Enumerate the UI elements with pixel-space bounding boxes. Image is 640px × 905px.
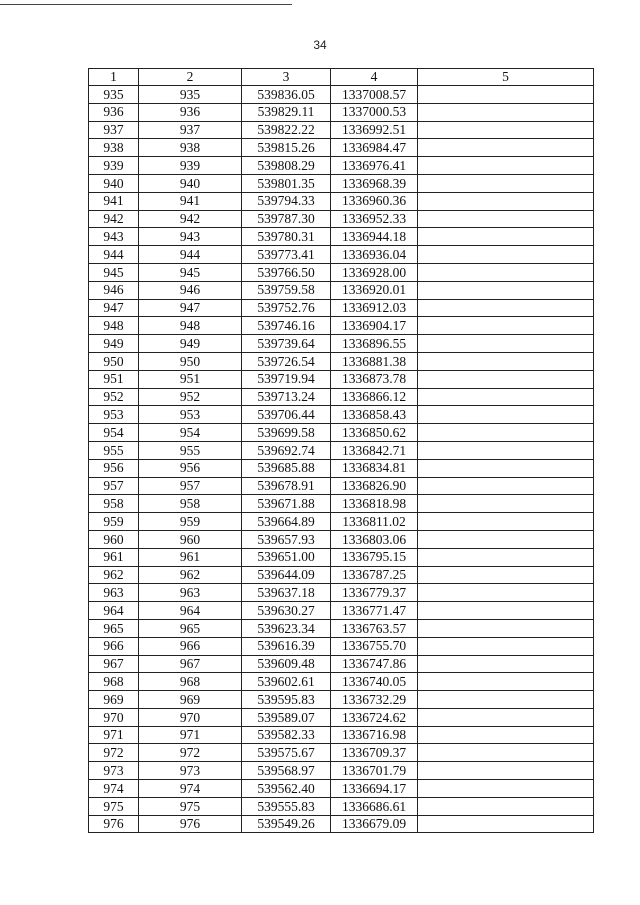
table-cell: 962 [89, 566, 139, 584]
table-cell: 539664.89 [242, 513, 331, 531]
table-cell: 948 [139, 317, 242, 335]
table-cell: 948 [89, 317, 139, 335]
table-cell: 539589.07 [242, 708, 331, 726]
table-cell: 1336779.37 [331, 584, 418, 602]
table-cell: 949 [89, 335, 139, 353]
table-cell: 1336850.62 [331, 424, 418, 442]
table-cell: 1336968.39 [331, 174, 418, 192]
table-cell: 944 [89, 246, 139, 264]
table-cell: 974 [89, 780, 139, 798]
table-cell: 1337000.53 [331, 103, 418, 121]
table-cell: 1336952.33 [331, 210, 418, 228]
table-cell [418, 566, 594, 584]
table-row [89, 548, 594, 566]
table-cell [418, 477, 594, 495]
column-header: 2 [139, 69, 242, 86]
column-header: 4 [331, 69, 418, 86]
table-row [89, 459, 594, 477]
table-cell: 968 [89, 673, 139, 691]
table-cell: 971 [139, 726, 242, 744]
table-cell: 955 [89, 441, 139, 459]
table-cell: 973 [89, 762, 139, 780]
table-cell: 1336896.55 [331, 335, 418, 353]
table-cell: 964 [89, 602, 139, 620]
table-cell [418, 388, 594, 406]
table-cell: 953 [139, 406, 242, 424]
table-body [89, 86, 594, 833]
table-row [89, 762, 594, 780]
table-cell: 953 [89, 406, 139, 424]
table-cell: 936 [89, 103, 139, 121]
table-cell [418, 797, 594, 815]
table-cell: 1336992.51 [331, 121, 418, 139]
table-cell [418, 441, 594, 459]
table-cell [418, 335, 594, 353]
table-cell [418, 246, 594, 264]
table-cell: 966 [89, 637, 139, 655]
table-cell: 539549.26 [242, 815, 331, 833]
table-cell: 1336944.18 [331, 228, 418, 246]
table-cell: 940 [139, 174, 242, 192]
table-cell: 1336709.37 [331, 744, 418, 762]
table-cell: 961 [89, 548, 139, 566]
table-cell: 1336842.71 [331, 441, 418, 459]
column-header: 3 [242, 69, 331, 86]
table-cell: 963 [139, 584, 242, 602]
table-row [89, 299, 594, 317]
table-cell: 975 [139, 797, 242, 815]
table-cell: 539582.33 [242, 726, 331, 744]
table-cell: 963 [89, 584, 139, 602]
table-cell: 1336686.61 [331, 797, 418, 815]
table-cell: 966 [139, 637, 242, 655]
coordinates-table [88, 68, 594, 833]
table-row [89, 655, 594, 673]
table-cell: 1336740.05 [331, 673, 418, 691]
table-cell: 952 [89, 388, 139, 406]
table-row [89, 637, 594, 655]
table-cell: 950 [139, 352, 242, 370]
table-cell: 1336912.03 [331, 299, 418, 317]
table-cell: 539699.58 [242, 424, 331, 442]
top-rule [0, 4, 292, 5]
table-row [89, 174, 594, 192]
table-cell: 539836.05 [242, 86, 331, 104]
table-row [89, 744, 594, 762]
table-cell: 961 [139, 548, 242, 566]
table-cell: 951 [139, 370, 242, 388]
table-cell: 941 [89, 192, 139, 210]
table-cell: 539575.67 [242, 744, 331, 762]
table-cell: 539801.35 [242, 174, 331, 192]
table-cell: 1336732.29 [331, 691, 418, 709]
table-cell: 951 [89, 370, 139, 388]
table-cell: 970 [89, 708, 139, 726]
table-row [89, 246, 594, 264]
table-cell [418, 619, 594, 637]
table-cell: 1336881.38 [331, 352, 418, 370]
table-cell: 938 [89, 139, 139, 157]
table-cell: 539719.94 [242, 370, 331, 388]
table-cell: 969 [89, 691, 139, 709]
table-cell [418, 157, 594, 175]
table-cell: 1336960.36 [331, 192, 418, 210]
table-cell [418, 780, 594, 798]
table-cell: 539637.18 [242, 584, 331, 602]
table-cell: 539780.31 [242, 228, 331, 246]
table-cell: 1336936.04 [331, 246, 418, 264]
table-cell: 973 [139, 762, 242, 780]
table-row [89, 691, 594, 709]
table-cell: 1336763.57 [331, 619, 418, 637]
table-cell: 960 [139, 530, 242, 548]
table-row [89, 103, 594, 121]
table-cell: 1336984.47 [331, 139, 418, 157]
table-cell [418, 602, 594, 620]
table-cell: 1336716.98 [331, 726, 418, 744]
table-cell: 1336976.41 [331, 157, 418, 175]
table-row [89, 352, 594, 370]
table-cell: 1336795.15 [331, 548, 418, 566]
table-cell [418, 726, 594, 744]
table-cell: 539685.88 [242, 459, 331, 477]
table-cell [418, 263, 594, 281]
table-cell: 539644.09 [242, 566, 331, 584]
table-cell: 539822.22 [242, 121, 331, 139]
table-cell: 967 [89, 655, 139, 673]
table-cell [418, 673, 594, 691]
table-cell: 539651.00 [242, 548, 331, 566]
table-cell: 965 [139, 619, 242, 637]
table-cell [418, 103, 594, 121]
table-cell: 539746.16 [242, 317, 331, 335]
table-row [89, 86, 594, 104]
table-cell [418, 228, 594, 246]
table-row [89, 121, 594, 139]
table-cell: 949 [139, 335, 242, 353]
table-cell: 970 [139, 708, 242, 726]
table-cell: 539562.40 [242, 780, 331, 798]
table-row [89, 780, 594, 798]
table-row [89, 139, 594, 157]
table-cell: 942 [89, 210, 139, 228]
table-row [89, 673, 594, 691]
table-cell [418, 584, 594, 602]
table-row [89, 388, 594, 406]
table-cell: 962 [139, 566, 242, 584]
table-cell: 964 [139, 602, 242, 620]
table-cell: 972 [139, 744, 242, 762]
table-cell: 1336771.47 [331, 602, 418, 620]
table-cell: 539752.76 [242, 299, 331, 317]
table-cell: 539726.54 [242, 352, 331, 370]
table-cell [418, 370, 594, 388]
table-cell: 957 [139, 477, 242, 495]
table-cell: 935 [139, 86, 242, 104]
table-cell: 956 [89, 459, 139, 477]
table-cell: 539692.74 [242, 441, 331, 459]
table-cell: 965 [89, 619, 139, 637]
table-cell: 939 [89, 157, 139, 175]
table-cell: 958 [139, 495, 242, 513]
table-cell: 1336679.09 [331, 815, 418, 833]
table-cell: 960 [89, 530, 139, 548]
table-cell: 968 [139, 673, 242, 691]
table-cell: 946 [139, 281, 242, 299]
table-cell: 539759.58 [242, 281, 331, 299]
table-cell: 974 [139, 780, 242, 798]
table-cell: 1336904.17 [331, 317, 418, 335]
table-cell: 967 [139, 655, 242, 673]
table-cell: 954 [89, 424, 139, 442]
table-row [89, 619, 594, 637]
table-cell: 936 [139, 103, 242, 121]
table-row [89, 566, 594, 584]
table-row [89, 797, 594, 815]
table-cell: 539794.33 [242, 192, 331, 210]
table-cell: 943 [139, 228, 242, 246]
table-cell: 937 [139, 121, 242, 139]
table-cell: 539808.29 [242, 157, 331, 175]
table-cell [418, 495, 594, 513]
table-cell [418, 317, 594, 335]
table-cell: 944 [139, 246, 242, 264]
table-cell [418, 281, 594, 299]
table-cell: 539766.50 [242, 263, 331, 281]
column-header: 1 [89, 69, 139, 86]
table-cell: 1336811.02 [331, 513, 418, 531]
table-row [89, 424, 594, 442]
table-cell [418, 459, 594, 477]
table-row [89, 406, 594, 424]
table-cell [418, 174, 594, 192]
table-cell: 539815.26 [242, 139, 331, 157]
table-cell: 539623.34 [242, 619, 331, 637]
table-cell: 1336787.25 [331, 566, 418, 584]
table-cell: 539713.24 [242, 388, 331, 406]
table-cell [418, 530, 594, 548]
table-row [89, 210, 594, 228]
table-cell: 976 [89, 815, 139, 833]
table-cell: 938 [139, 139, 242, 157]
table-cell: 959 [89, 513, 139, 531]
table-cell [418, 655, 594, 673]
table-cell: 945 [139, 263, 242, 281]
table-cell: 935 [89, 86, 139, 104]
table-cell: 954 [139, 424, 242, 442]
table-cell [418, 762, 594, 780]
table-cell: 942 [139, 210, 242, 228]
table-cell: 1336755.70 [331, 637, 418, 655]
table-cell: 957 [89, 477, 139, 495]
table-cell: 539630.27 [242, 602, 331, 620]
table-cell: 539555.83 [242, 797, 331, 815]
table-row [89, 441, 594, 459]
table-cell: 539773.41 [242, 246, 331, 264]
table-cell: 976 [139, 815, 242, 833]
table-cell: 945 [89, 263, 139, 281]
table-cell: 1336701.79 [331, 762, 418, 780]
table-cell: 975 [89, 797, 139, 815]
table-row [89, 281, 594, 299]
table-cell: 947 [139, 299, 242, 317]
table-row [89, 584, 594, 602]
table-cell [418, 299, 594, 317]
table-cell [418, 548, 594, 566]
table-cell: 1336803.06 [331, 530, 418, 548]
table-cell [418, 744, 594, 762]
table-cell: 955 [139, 441, 242, 459]
table-cell [418, 637, 594, 655]
table-row [89, 192, 594, 210]
table-cell [418, 406, 594, 424]
table-cell: 940 [89, 174, 139, 192]
table-cell: 1336858.43 [331, 406, 418, 424]
table-row [89, 513, 594, 531]
table-row [89, 477, 594, 495]
table-cell [418, 139, 594, 157]
table-row [89, 263, 594, 281]
table-cell: 1336826.90 [331, 477, 418, 495]
table-row [89, 726, 594, 744]
table-row [89, 228, 594, 246]
table-cell: 969 [139, 691, 242, 709]
table-cell: 1336834.81 [331, 459, 418, 477]
table-cell: 1336920.01 [331, 281, 418, 299]
table-cell [418, 513, 594, 531]
table-cell: 1336866.12 [331, 388, 418, 406]
table-cell: 539787.30 [242, 210, 331, 228]
table-cell [418, 192, 594, 210]
table-cell [418, 352, 594, 370]
table-cell [418, 210, 594, 228]
table-cell: 1336694.17 [331, 780, 418, 798]
table-cell: 539568.97 [242, 762, 331, 780]
table-cell [418, 815, 594, 833]
table-row [89, 530, 594, 548]
table-row [89, 602, 594, 620]
table-cell: 539671.88 [242, 495, 331, 513]
table-cell: 946 [89, 281, 139, 299]
table-cell: 539829.11 [242, 103, 331, 121]
table-cell: 539602.61 [242, 673, 331, 691]
table-cell [418, 708, 594, 726]
table-cell: 947 [89, 299, 139, 317]
table-cell: 943 [89, 228, 139, 246]
table-cell [418, 424, 594, 442]
table-cell: 539616.39 [242, 637, 331, 655]
table-row [89, 317, 594, 335]
table-cell [418, 86, 594, 104]
table-cell: 1336818.98 [331, 495, 418, 513]
table-cell: 1336928.00 [331, 263, 418, 281]
table-cell: 937 [89, 121, 139, 139]
table-cell: 539609.48 [242, 655, 331, 673]
table-cell: 539678.91 [242, 477, 331, 495]
table-cell: 539739.64 [242, 335, 331, 353]
table-cell: 972 [89, 744, 139, 762]
table-cell: 939 [139, 157, 242, 175]
table-cell: 1336747.86 [331, 655, 418, 673]
table-row [89, 157, 594, 175]
table-cell: 950 [89, 352, 139, 370]
table-cell: 1336724.62 [331, 708, 418, 726]
table-cell: 971 [89, 726, 139, 744]
table-cell: 941 [139, 192, 242, 210]
table-row [89, 708, 594, 726]
table-cell [418, 691, 594, 709]
table-row [89, 370, 594, 388]
table-cell: 1336873.78 [331, 370, 418, 388]
table-header [89, 69, 594, 86]
page-number: 34 [313, 38, 327, 52]
table-row [89, 815, 594, 833]
table-cell: 539657.93 [242, 530, 331, 548]
table-cell: 959 [139, 513, 242, 531]
column-header: 5 [418, 69, 594, 86]
table-cell: 539706.44 [242, 406, 331, 424]
table-cell: 956 [139, 459, 242, 477]
table-row [89, 495, 594, 513]
table-cell: 952 [139, 388, 242, 406]
table-cell [418, 121, 594, 139]
table-cell: 539595.83 [242, 691, 331, 709]
table-cell: 1337008.57 [331, 86, 418, 104]
table-row [89, 335, 594, 353]
table-cell: 958 [89, 495, 139, 513]
header-row [89, 69, 594, 86]
